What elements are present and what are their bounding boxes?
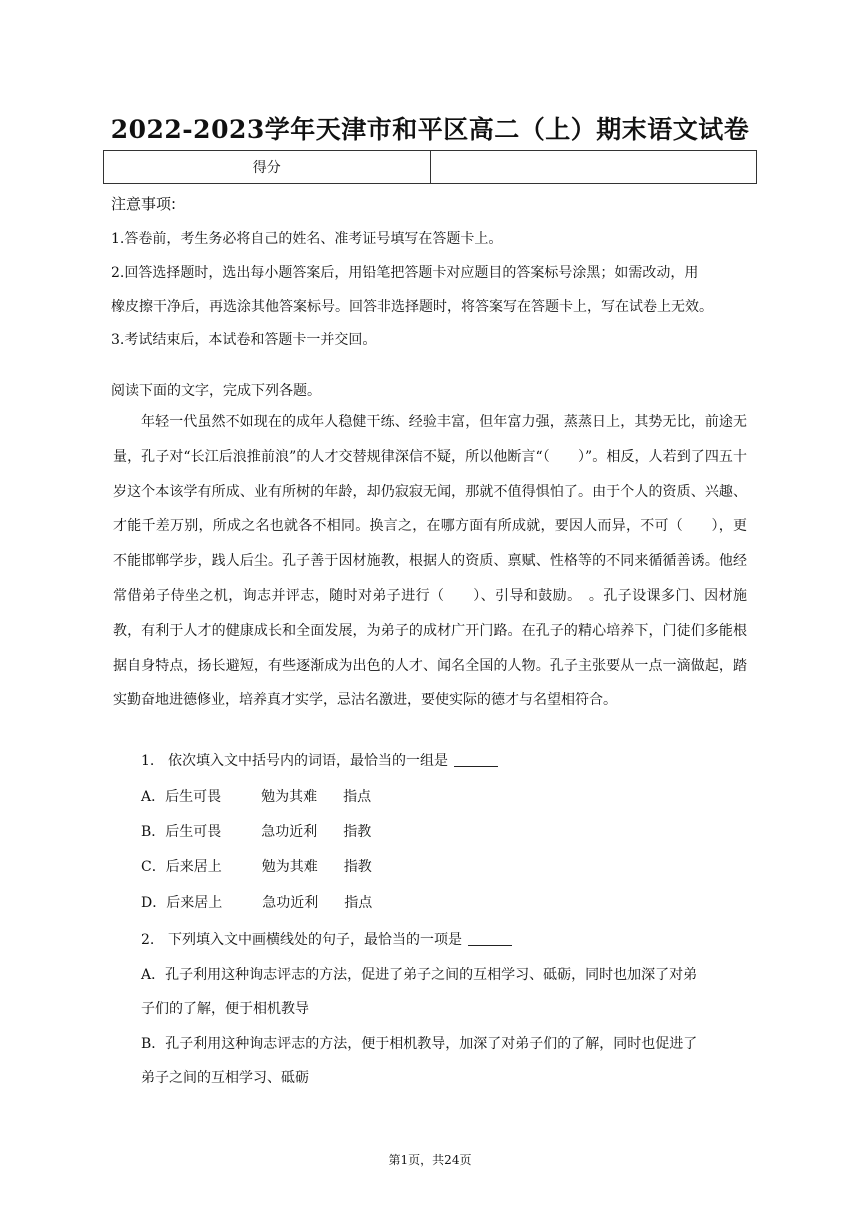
option-label: D． (141, 895, 167, 911)
option-part: 后生可畏 (165, 824, 222, 840)
note-item: 橡皮擦干净后，再选涂其他答案标号。回答非选择题时，将答案写在答题卡上，写在试卷上无效。 (111, 299, 713, 315)
option-2b-line1 (141, 1033, 697, 1053)
option-part: 后生可畏 (165, 789, 222, 805)
option-part: 后来居上 (166, 895, 223, 911)
reading-instruction: 阅读下面的文字，完成下列各题。 (111, 383, 321, 399)
score-label: 得分 (104, 151, 431, 184)
answer-blank (454, 752, 498, 767)
option-part: 后来居上 (165, 859, 222, 875)
page-footer: 第1页，共24页 (388, 1153, 472, 1167)
notes-heading: 注意事项: (111, 195, 177, 213)
question-stem: 下列填入文中画横线处的句子，最恰当的一项是 (168, 932, 462, 948)
option-1b (141, 821, 371, 841)
option-2a-line2: 子们的了解，便于相机教导 (141, 1001, 309, 1017)
option-1c (141, 856, 372, 876)
option-1a (141, 786, 371, 806)
reading-passage: 年轻一代虽然不如现在的成年人稳健干练、经验丰富，但年富力强，蒸蒸日上，其势无比，前途无量，孔子对“长江后浪推前浪”的人才交替规律深信不疑，所以他断言“（ ）”。相反，人若到了四五十岁这个本该学有所成、业有所树的年龄，却仍寂寂无闻，那就不值得惧怕了。由于个人的资质、兴趣、才能千差万别，所成之名也就各不相同。换言之，在哪方面有所成就，要因人而异，不可（ ），更不能邯郸学步，践人后尘。孔子善于因材施教，根据人的资质、禀赋、性格等的不同来循循善诱。他经常借弟子侍坐之机，询志并评志，随时对弟子进行（ ）、引导和鼓励。 。孔子设课多门、因材施教，有利于人才的健康成长和全面发展，为弟子的成材广开门路。在孔子的精心培养下，门徒们多能根据自身特点，扬长避短，有些逐渐成为出色的人才、闻名全国的人物。孔子主张要从一点一滴做起，踏实勤奋地进德修业，培养真才实学，忌沽名激进，要使实际的德才与名望相符合。 (113, 414, 747, 709)
option-part: 指点 (343, 789, 372, 805)
option-part: 指教 (343, 824, 372, 840)
option-label: C． (141, 859, 166, 875)
question-2 (141, 929, 512, 949)
option-part: 勉为其难 (261, 789, 318, 805)
option-part: 指教 (343, 859, 372, 875)
question-number: 1. (141, 753, 155, 769)
option-part: 指点 (344, 895, 373, 911)
option-part: 急功近利 (262, 895, 319, 911)
option-label: A． (141, 789, 166, 805)
option-1d (141, 892, 372, 912)
option-label: B． (141, 1036, 166, 1052)
score-table (103, 150, 757, 184)
score-value (430, 151, 757, 184)
question-number: 2. (141, 932, 155, 948)
note-item: 2.回答选择题时，选出每小题答案后，用铅笔把答题卡对应题目的答案标号涂黑；如需改动，用 (111, 265, 699, 281)
option-text: 孔子利用这种询志评志的方法，便于相机教导，加深了对弟子们的了解，同时也促进了 (165, 1036, 698, 1052)
option-2a-line1 (141, 964, 697, 984)
page-title: 2022-2023学年天津市和平区高二（上）期末语文试卷 (110, 115, 750, 144)
note-item: 1.答卷前，考生务必将自己的姓名、准考证号填写在答题卡上。 (111, 231, 503, 247)
note-item: 3.考试结束后，本试卷和答题卡一并交回。 (111, 332, 377, 348)
question-stem: 依次填入文中括号内的词语，最恰当的一组是 (168, 753, 448, 769)
reading-passage-block (113, 405, 747, 718)
option-label: B． (141, 824, 166, 840)
option-2b-line2: 弟子之间的互相学习、砥砺 (141, 1070, 309, 1086)
option-text: 孔子利用这种询志评志的方法，促进了弟子之间的互相学习、砥砺，同时也加深了对弟 (165, 967, 698, 983)
answer-blank (468, 931, 512, 946)
option-part: 急功近利 (261, 824, 318, 840)
question-1 (141, 750, 498, 770)
option-label: A． (141, 967, 166, 983)
option-part: 勉为其难 (261, 859, 318, 875)
